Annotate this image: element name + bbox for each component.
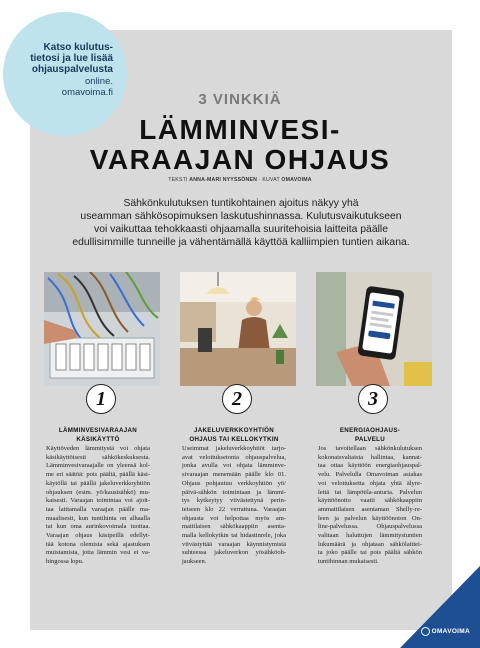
tip-text-line: jaukseen. (182, 558, 207, 566)
tip-text-line: käsikäyttöisesti sähkökeskuksesta. (46, 453, 150, 461)
article-credits: TEKSTI ANNA-MARI NYYSSÖNEN · KUVAT OMAVOIMA (168, 177, 312, 183)
credits-photographer: OMAVOIMA (281, 177, 312, 183)
tip-text-line: nuaalisesti, kun tuntihinta on alhaalla (46, 514, 150, 522)
tip-text-line: line-palvelussa. Ohjauspalvelussa (318, 523, 422, 531)
lead-paragraph-line: Sähkönkulutuksen tuntikohtainen ajoitus näkyy yhä (123, 198, 359, 209)
logo-text: OMAVOIMA (431, 628, 470, 636)
tip-heading: JAKELUVERKKOYHTIÖN (193, 427, 274, 434)
tip-text-line: avat veloituksetonta ohjauspalvelua, (182, 453, 286, 461)
promo-badge[interactable] (3, 12, 127, 136)
tip-text-line: voi veloituksetta ohjata yhtä älyre- (318, 479, 422, 487)
tip-text-line: tai kun oma aurinkovoimala tuottaa. (46, 523, 150, 531)
tip-heading: PALVELU (354, 436, 386, 443)
tip-text-line: lettä tai lämpötila-anturia. Palvelun (318, 488, 422, 496)
tip-text-line: valitaan haluttujen lämmitystuntien (318, 532, 422, 540)
credits-author: ANNA-MARI NYYSSÖNEN (189, 177, 258, 183)
tip-text-line: ammattilaisen asentaman Shelly-re- (318, 505, 422, 513)
tip-text-line: päivä-sähkön toimintaan ja lämmi- (182, 488, 286, 496)
lead-paragraph-line: useamman sähkösopimuksen laskutushinnassa. Kulutusvaikutukseen (80, 211, 402, 222)
credits-photo-label: KUVAT (262, 177, 280, 183)
promo-line: tietosi ja lue lisää (30, 53, 113, 64)
photo-kitchen (180, 272, 296, 386)
tip-text-line: mattilaisen sähkökaappiin asenta- (182, 523, 286, 531)
tip-column-2 (182, 427, 286, 567)
tip-text-line: me eri säätöä: pois päältä, päällä käsi- (46, 471, 150, 479)
photo-electrical-panel (44, 272, 160, 386)
tip-text-line: sivaraajan menemään päälle klo 01. (182, 471, 286, 479)
tip-column-3 (318, 427, 422, 567)
tip-text-line: käytöllä tai päällä jakeluverkkoyhtiön (46, 479, 150, 487)
omavoima-logo (421, 627, 470, 636)
tip-text-line: ohjausta voi helpottaa myös am- (182, 514, 286, 522)
tip-number-badge: 2 (222, 384, 252, 414)
tip-text-line: velu. Palvelulla Omavoiman asiakas (318, 471, 422, 479)
omavoima-logo-icon (421, 627, 430, 636)
promo-url[interactable]: omavoima.fi (61, 87, 113, 98)
tip-text-line: jonka avulla voi ohjata lämminve- (182, 462, 286, 470)
tip-text-line: kokonaisvaltaista hallintaa, kannat- (318, 453, 422, 461)
tip-number-badge: 3 (358, 384, 388, 414)
tip-text-line: Ohjaus pohjautuu verkkoyhtiön yö/ (182, 479, 286, 487)
article-kicker: 3 VINKKIÄ (198, 91, 282, 108)
tip-text-line: malla kellokytkin tai hidastinrele, joka (182, 532, 286, 540)
tip-column-1 (46, 427, 150, 567)
photo-phone-app (316, 272, 432, 386)
tip-text-line: ta joko päälle tai pois päältä sähkön (318, 549, 422, 557)
tip-text-line: Lämminvesivaraajalle on yleensä kol- (46, 462, 150, 470)
tip-text-line: lukumäärä ja ohjataan sähkölaittei- (318, 540, 422, 548)
tip-text-line: taa laittamalla varaajan päälle ma- (46, 505, 150, 513)
article-title-line: LÄMMINVESI- (139, 114, 341, 145)
tip-text-line: teiseen klo 22 verrattuna. Varaajan (182, 505, 286, 513)
tip-text-line: Varaajan ohjaus käsipeillä edellyt- (46, 532, 150, 540)
tip-heading: LÄMMINVESIVARAAJAN (58, 427, 138, 434)
promo-line: ohjauspalvelusta (31, 64, 113, 75)
tip-text-line: Käyttöveden lämmitystä voi ohjata (46, 445, 150, 452)
promo-line: Katso kulutus- (43, 42, 113, 53)
tip-heading: ENERGIAOHJAUS- (339, 427, 401, 434)
tip-text-line: hingossa lopu. (46, 558, 84, 566)
tip-text-line: leen ja palvelun käyttöönoton On- (318, 514, 422, 522)
tip-heading: OHJAUS TAI KELLOKYTKIN (189, 436, 279, 443)
tip-text-line: taa ottaa käyttöön energiaohjauspal- (318, 462, 422, 470)
article-title-line: VARAAJAN OHJAUS (89, 144, 391, 175)
promo-line: online. (85, 76, 113, 87)
tip-text-line: tää kotona olemista sekä ajastuksen (46, 540, 150, 548)
tip-text-line: ohjauksen (esim. yö/kausisähkö) mu- (46, 488, 150, 496)
tip-text-line: kaisesti. Varaajan toimintaa voi ajoit- (46, 497, 150, 505)
tip-text-line: Useimmat jakeluverkkoyhtiöt tarjo- (182, 445, 286, 452)
tip-text-line: muistamista, jotta lämmin vesi ei va- (46, 549, 150, 557)
tip-text-line: Jos tavoitellaan sähkönkulutuksen (318, 445, 422, 452)
lead-paragraph-line: edullisimmille tunneille ja vähentämällä käyttöä kalliimpien tuntien aikana. (72, 237, 410, 248)
credits-text-label: TEKSTI (168, 177, 188, 183)
tip-text-line: suhteessa jakeluverkon yösähköoh- (182, 549, 286, 557)
tip-number-badge: 1 (86, 384, 116, 414)
tip-text-line: tys kytkeytyy viivästettynä perin- (182, 497, 286, 505)
tip-text-line: tuntihinnan mukaisesti. (318, 558, 379, 566)
lead-paragraph-line: voi vaikuttaa tehokkaasti ohjaamalla suuritehoisia laitteita päälle (94, 224, 388, 235)
tip-text-line: viivästyttää varaajan käynnistymistä (182, 540, 286, 548)
tip-text-line: käyttöönotto vaatii sähkökaappiin (318, 497, 422, 505)
tip-heading: KÄSIKÄYTTÖ (76, 436, 120, 443)
